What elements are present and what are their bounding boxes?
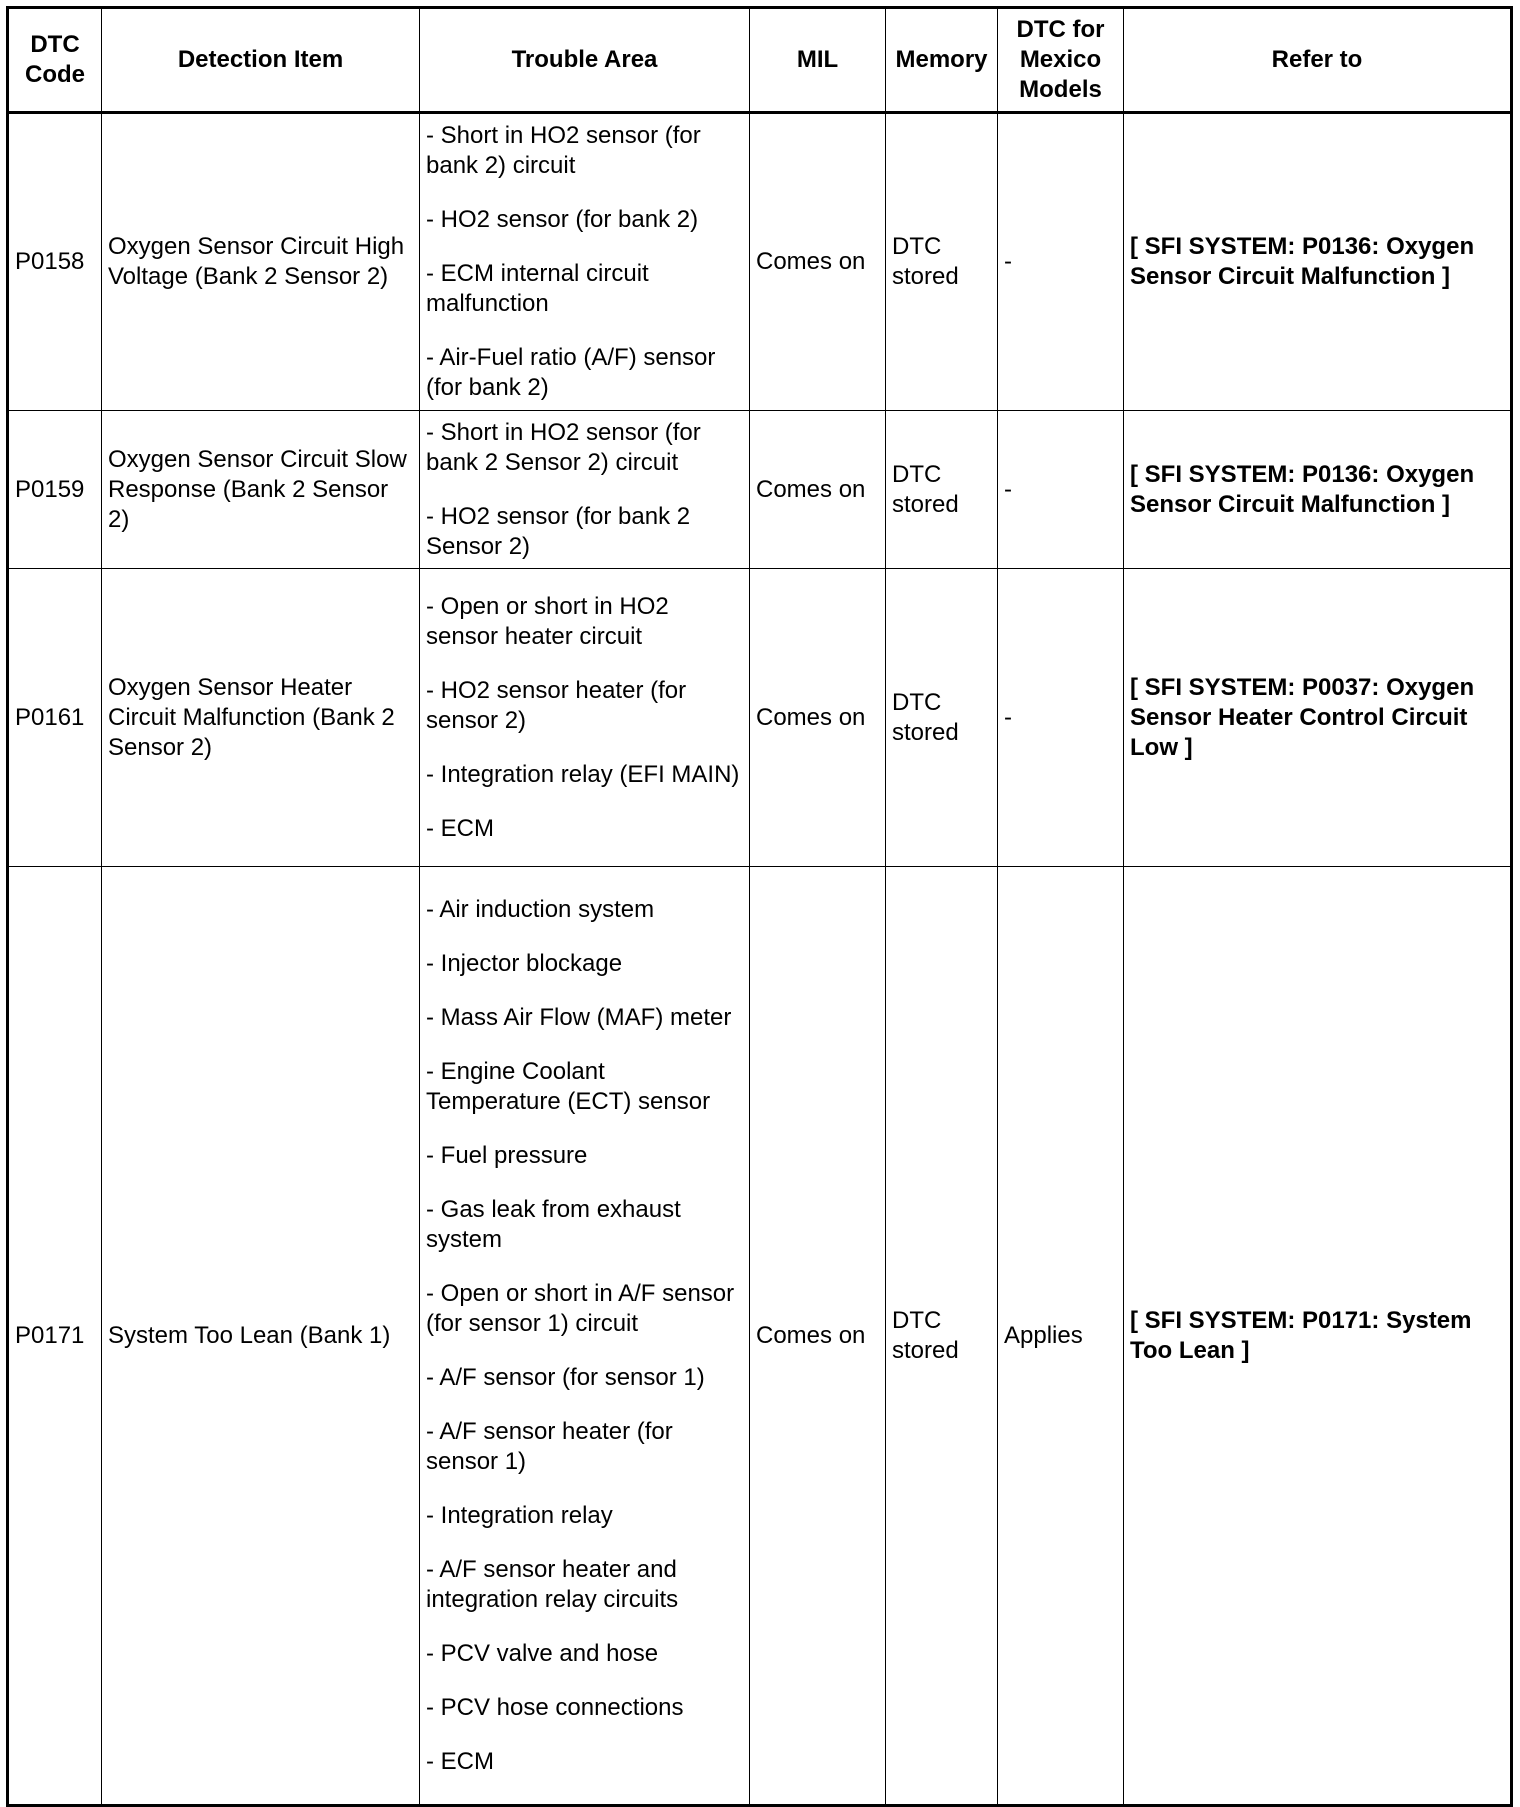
trouble-area-item: - Fuel pressure bbox=[426, 1141, 588, 1169]
dtc-table bbox=[6, 6, 1513, 1807]
detection-item-cell: System Too Lean (Bank 1) bbox=[102, 867, 420, 1806]
refer-to-cell: [ SFI SYSTEM: P0136: Oxygen Sensor Circuit Malfunction ] bbox=[1124, 411, 1512, 569]
trouble-area-item: - HO2 sensor (for bank 2) bbox=[426, 206, 699, 233]
memory-cell: DTC stored bbox=[886, 411, 998, 569]
trouble-area-cell bbox=[420, 411, 750, 569]
trouble-area-item: - Air-Fuel ratio (A/F) sensor (for bank 2) bbox=[426, 344, 716, 401]
mil-cell: Comes on bbox=[750, 411, 886, 569]
trouble-area-item: - Air induction system bbox=[426, 895, 655, 923]
mexico-models-cell: Applies bbox=[998, 867, 1124, 1806]
dtc-code-cell: P0161 bbox=[8, 569, 102, 867]
trouble-area-item: - A/F sensor heater and integration relay circuits bbox=[426, 1555, 679, 1613]
trouble-area-item: - Mass Air Flow (MAF) meter bbox=[426, 1003, 732, 1031]
trouble-area-item: - PCV hose connections bbox=[426, 1693, 684, 1721]
refer-to-cell: [ SFI SYSTEM: P0037: Oxygen Sensor Heater Control Circuit Low ] bbox=[1124, 569, 1512, 867]
memory-cell: DTC stored bbox=[886, 113, 998, 411]
trouble-area-item: - A/F sensor (for sensor 1) bbox=[426, 1363, 705, 1391]
header-mil: MIL bbox=[750, 8, 886, 113]
table-body bbox=[8, 113, 1512, 1806]
trouble-area-item: - Open or short in A/F sensor (for sensor 1) circuit bbox=[426, 1279, 735, 1337]
trouble-area-item: - Engine Coolant Temperature (ECT) sensor bbox=[426, 1057, 711, 1115]
header-refer-to: Refer to bbox=[1124, 8, 1512, 113]
mil-cell: Comes on bbox=[750, 569, 886, 867]
mexico-models-cell: - bbox=[998, 569, 1124, 867]
mil-cell: Comes on bbox=[750, 867, 886, 1806]
header-detection-item: Detection Item bbox=[102, 8, 420, 113]
detection-item-cell: Oxygen Sensor Heater Circuit Malfunction (Bank 2 Sensor 2) bbox=[102, 569, 420, 867]
trouble-area-item: - Gas leak from exhaust system bbox=[426, 1195, 681, 1253]
dtc-code-cell: P0171 bbox=[8, 867, 102, 1806]
trouble-area-cell bbox=[420, 113, 750, 411]
trouble-area-item: - A/F sensor heater (for sensor 1) bbox=[426, 1417, 673, 1475]
memory-cell: DTC stored bbox=[886, 569, 998, 867]
trouble-area-cell bbox=[420, 569, 750, 867]
table-row bbox=[8, 867, 1512, 1806]
trouble-area-item: - Injector blockage bbox=[426, 949, 623, 977]
header-row bbox=[8, 8, 1512, 113]
mil-cell: Comes on bbox=[750, 113, 886, 411]
mexico-models-cell: - bbox=[998, 113, 1124, 411]
header-trouble-area: Trouble Area bbox=[420, 8, 750, 113]
trouble-area-item: - PCV valve and hose bbox=[426, 1639, 659, 1667]
header-dtc-code: DTC Code bbox=[8, 8, 102, 113]
detection-item-cell: Oxygen Sensor Circuit High Voltage (Bank 2 Sensor 2) bbox=[102, 113, 420, 411]
trouble-area-item: - Short in HO2 sensor (for bank 2 Sensor 2) circuit bbox=[426, 418, 701, 476]
dtc-code-cell: P0159 bbox=[8, 411, 102, 569]
memory-cell: DTC stored bbox=[886, 867, 998, 1806]
trouble-area-item: - Short in HO2 sensor (for bank 2) circuit bbox=[426, 122, 701, 179]
trouble-area-item: - Open or short in HO2 sensor heater circuit bbox=[426, 592, 669, 650]
mexico-models-cell: - bbox=[998, 411, 1124, 569]
table-row bbox=[8, 569, 1512, 867]
table-row bbox=[8, 113, 1512, 411]
trouble-area-item: - HO2 sensor (for bank 2 Sensor 2) bbox=[426, 502, 691, 560]
detection-item-cell: Oxygen Sensor Circuit Slow Response (Bank 2 Sensor 2) bbox=[102, 411, 420, 569]
trouble-area-cell bbox=[420, 867, 750, 1806]
refer-to-cell: [ SFI SYSTEM: P0136: Oxygen Sensor Circuit Malfunction ] bbox=[1124, 113, 1512, 411]
dtc-code-cell: P0158 bbox=[8, 113, 102, 411]
trouble-area-item: - ECM bbox=[426, 814, 494, 842]
trouble-area-item: - Integration relay (EFI MAIN) bbox=[426, 760, 740, 788]
header-memory: Memory bbox=[886, 8, 998, 113]
refer-to-cell: [ SFI SYSTEM: P0171: System Too Lean ] bbox=[1124, 867, 1512, 1806]
trouble-area-item: - ECM internal circuit malfunction bbox=[426, 260, 649, 317]
trouble-area-item: - HO2 sensor heater (for sensor 2) bbox=[426, 676, 687, 734]
header-mexico-models: DTC for Mexico Models bbox=[998, 8, 1124, 113]
trouble-area-item: - ECM bbox=[426, 1747, 494, 1775]
table-row bbox=[8, 411, 1512, 569]
trouble-area-item: - Integration relay bbox=[426, 1501, 613, 1529]
